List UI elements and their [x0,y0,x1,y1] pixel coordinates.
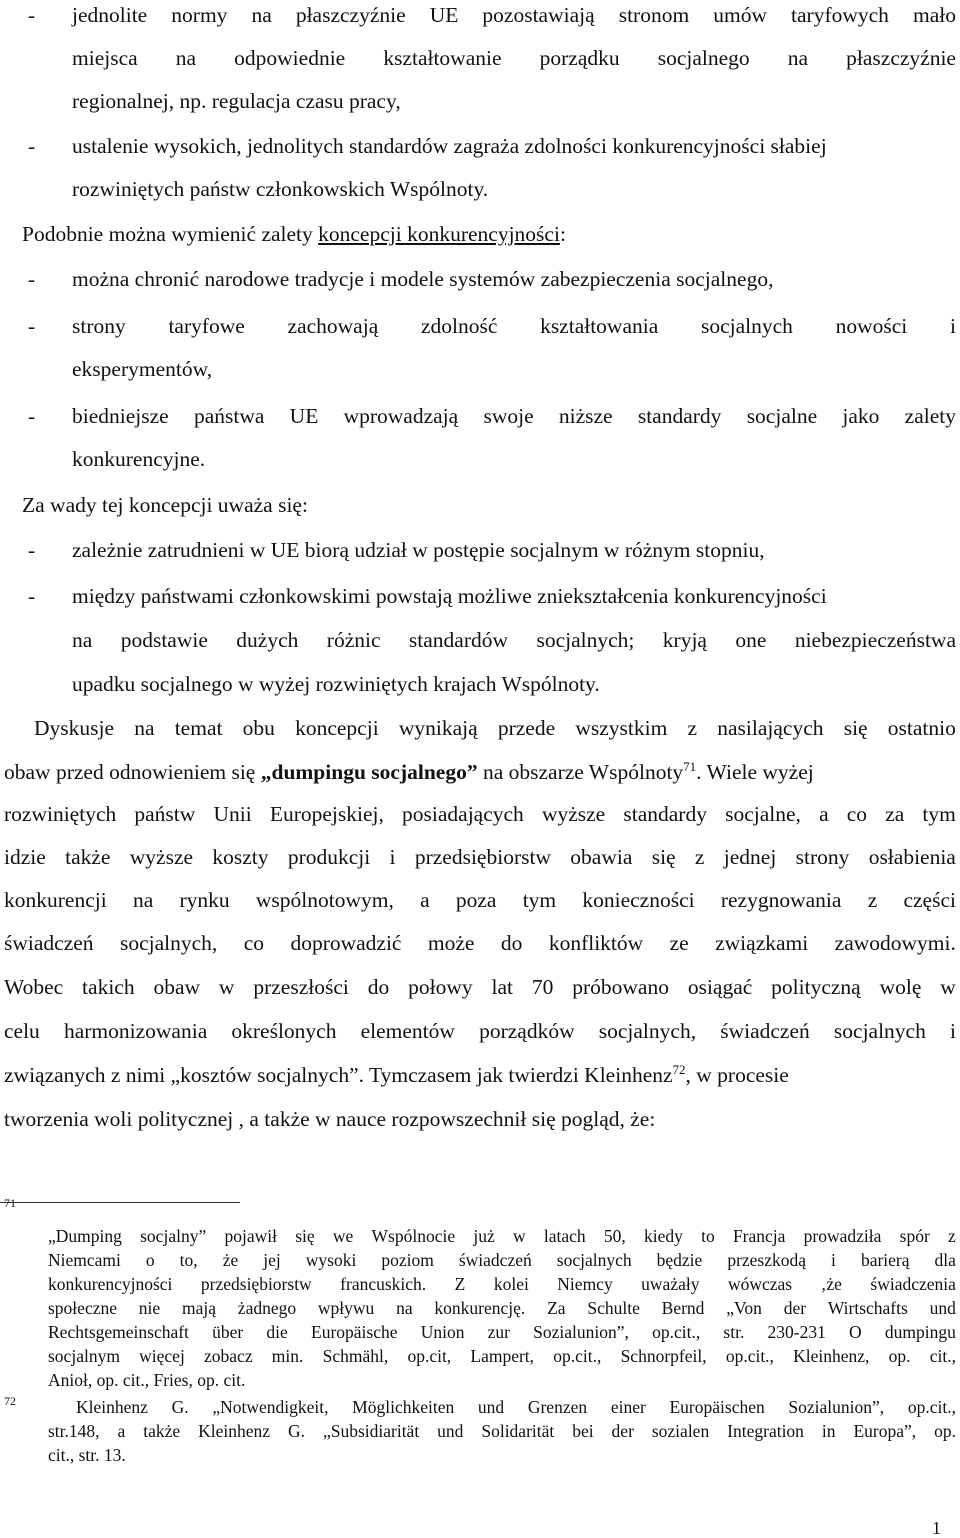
footnote-line: cit., str. 13. [48,1445,126,1465]
text-line: eksperymentów, [72,357,213,381]
word: kształtowania [540,314,659,338]
word: str. [723,1322,745,1342]
word: stronom [618,3,690,27]
word: one [735,628,767,652]
word: rynku [179,888,230,912]
word: Z [454,1274,466,1294]
word: socjalnych, [598,1019,697,1043]
word: pozostawiają [482,3,595,27]
word: niższe [558,404,613,428]
word: prowadziła [803,1226,882,1246]
footnote-line [48,1419,956,1443]
word: co [243,931,265,955]
word: umów [713,3,767,27]
word: UE [289,404,319,428]
word: określonych [231,1019,337,1043]
word: zdolność [420,314,498,338]
word: obawia [570,845,633,869]
word: na [175,46,197,70]
word: swoje [483,404,534,428]
word: der [611,1421,634,1441]
word: także [65,845,111,869]
word: Wspólnocie [371,1226,456,1246]
word: taryfowe [168,314,245,338]
word: niebezpieczeństwa [794,628,956,652]
word: idzie [4,845,46,869]
word: socjalnych; [536,628,635,652]
word: że [222,1250,239,1270]
word: Europejskiej, [269,802,384,826]
footnote-number: 72 [4,1394,16,1408]
word: różnic [326,628,381,652]
word: polityczną [771,975,861,999]
word: op.cit., [907,1397,956,1417]
word: zalety [904,404,956,428]
word: o [145,1250,155,1270]
word: kryją [662,628,707,652]
word: konkurencji [4,888,107,912]
word: Sozialunion”, [788,1397,885,1417]
word: części [903,888,956,912]
word: O [849,1322,862,1342]
word: się [651,845,676,869]
word: nie [138,1298,161,1318]
word: dużych [236,628,299,652]
word: pojawił [224,1226,277,1246]
word: doprowadzić [290,931,402,955]
word: rezygnowania [720,888,842,912]
word: koncepcji [295,716,379,740]
word: produkcji [287,845,371,869]
text-line [72,401,956,431]
word: płaszczyźnie [846,46,956,70]
word: ‚że [820,1274,842,1294]
word: przeszkodą [727,1250,807,1270]
word: z [867,888,878,912]
word: Kleinhenz [76,1397,148,1417]
word: wszystkim [575,716,668,740]
word: związkami [715,931,809,955]
word: strony [72,314,126,338]
word: Wirtschafts [827,1298,908,1318]
word: jako [842,404,880,428]
word: nowości [835,314,908,338]
word: uważały [641,1274,700,1294]
word: na [132,888,154,912]
word: socjalnego [657,46,750,70]
text-line: między państwami członkowskimi powstają możliwe zniekształcenia konkurencyjności [72,584,827,608]
word: świadczeń [4,931,94,955]
footnote-line [76,1395,956,1419]
word: Schulte [587,1298,640,1318]
word: na [396,1298,413,1318]
word: 50, [603,1226,626,1246]
footnote-line [48,1344,956,1368]
word: nasilających [717,716,824,740]
word: temat [174,716,223,740]
word: do [367,975,390,999]
word: już [473,1226,495,1246]
word: einer [610,1397,646,1417]
word: cit., [929,1346,956,1366]
word: to, [179,1250,198,1270]
word: Europäische [311,1322,398,1342]
word: dumpingu [884,1322,956,1342]
word: próbowano [572,975,669,999]
word: wolę [879,975,922,999]
word: elementów [360,1019,455,1043]
word: będzie [656,1250,703,1270]
word: socjalnych, [119,931,218,955]
word: porządku [539,46,620,70]
word: min. [271,1346,304,1366]
word: Europa”, [853,1421,917,1441]
word: Schmähl, [322,1346,389,1366]
word: i [389,845,396,869]
word: standardów [408,628,509,652]
word: Union [420,1322,465,1342]
word: wynikają [398,716,478,740]
word: „Dumping [48,1226,122,1246]
word: w [940,975,956,999]
word: się [843,716,868,740]
word: socjalnych [833,1019,926,1043]
word: barierą [860,1250,910,1270]
word: co [846,802,868,826]
text-line: regionalnej, np. regulacja czasu pracy, [72,89,401,113]
word: sozialen [651,1421,710,1441]
word: op. [888,1346,911,1366]
word: a [819,802,829,826]
word: także [143,1421,181,1441]
word: mają [181,1298,216,1318]
word: Kleinhenz [198,1421,271,1441]
text-line: można chronić narodowe tradycje i modele systemów zabezpieczenia socjalnego, [72,267,774,291]
word: latach [543,1226,586,1246]
word: socjalne [746,404,818,428]
word: państw [134,802,196,826]
word: Niemcy [557,1274,613,1294]
word: 230-231 [767,1322,826,1342]
word: G. [287,1421,305,1441]
word: celu [4,1019,40,1043]
word: wprowadzają [343,404,459,428]
word: Lampert, [470,1346,535,1366]
word: bei [572,1421,594,1441]
word: się [295,1226,315,1246]
word: und [437,1421,464,1441]
word: konfliktów [548,931,644,955]
word: z [694,845,705,869]
footnote-ref: 71 [683,758,697,774]
footnote-line [48,1224,956,1248]
word: konkurencję. [434,1298,526,1318]
word: Rechtsgemeinschaft [48,1322,189,1342]
word: w [512,1226,526,1246]
word: zobacz [204,1346,253,1366]
word: rozwiniętych [4,802,117,826]
footnote-line [48,1272,956,1296]
text-line: ustalenie wysokich, jednolitych standardów zagraża zdolności konkurencyjności słabiej [72,134,827,158]
word: wówczas [727,1274,793,1294]
word: Bernd [661,1298,705,1318]
word: und [929,1298,956,1318]
word: 70 [531,975,554,999]
word: socjalny” [140,1226,207,1246]
word: Wobec [4,975,64,999]
word: poziom [381,1250,434,1270]
word: francuskich. [340,1274,427,1294]
word: porządków [479,1019,575,1043]
footnote-line [48,1320,956,1344]
text-line: zależnie zatrudnieni w UE biorą udział w postępie socjalnym w różnym stopniu, [72,538,765,562]
word: na [134,716,155,740]
word: dla [934,1250,956,1270]
word: i [831,1250,836,1270]
word: tym [522,888,557,912]
text-line [72,0,956,30]
word: wyższe [541,802,606,826]
text-line [72,43,956,73]
word: ostatnio [887,716,956,740]
word: jej [263,1250,281,1270]
word: za [885,802,905,826]
bold-term: „dumpingu socjalnego” [260,760,478,784]
word: Francja [732,1226,786,1246]
text-line: upadku socjalnego w wyżej rozwiniętych krajach Wspólnoty. [72,672,600,696]
word: standardy [637,404,722,428]
word: über [212,1322,244,1342]
word: więcej [139,1346,185,1366]
word: poza [455,888,497,912]
word: wpływu [317,1298,375,1318]
word: Niemcami [48,1250,121,1270]
word: normy [171,3,228,27]
word: połowy [408,975,473,999]
text-line: konkurencyjne. [72,447,206,471]
word: odpowiednie [234,46,346,70]
word: „Notwendigkeit, [212,1397,329,1417]
word: a [420,888,430,912]
word: standardy [623,802,707,826]
word: wspólnotowym, [255,888,394,912]
word: lat [491,975,513,999]
word: „Von [726,1298,762,1318]
word: to [701,1226,715,1246]
word: świadczeń [458,1250,532,1270]
word: obu [242,716,275,740]
footnote-line [48,1248,956,1272]
word: na [787,46,809,70]
word: żadnego [237,1298,297,1318]
word: kiedy [643,1226,683,1246]
word: biedniejsze [72,404,169,428]
footnote-line: Anioł, op. cit., Fries, op. cit. [48,1370,246,1390]
word: w [218,975,235,999]
word: jednolite [72,3,148,27]
word: państwa [193,404,265,428]
word: świadczeń [720,1019,810,1043]
word: może [427,931,475,955]
word: Sozialunion”, [533,1322,629,1342]
word: harmonizowania [63,1019,208,1043]
word: wyższe [129,845,194,869]
word: z [948,1226,956,1246]
word: Solidarität [481,1421,555,1441]
word: Dyskusje [34,716,115,740]
word: socjalnych [700,314,793,338]
word: zur [487,1322,510,1342]
word: „Subsidiarität [322,1421,420,1441]
word: op.cit., [725,1346,774,1366]
word: osłabienia [868,845,956,869]
word: socjalnym [48,1346,120,1366]
word: koszty [212,845,269,869]
page-number: 1 [932,1518,941,1538]
word: Grenzen [527,1397,588,1417]
footnote-number: 71 [4,1196,16,1210]
word: i [949,314,956,338]
word: UE [429,3,459,27]
word: G. [171,1397,189,1417]
word: in [821,1421,836,1441]
word: taryfowych [791,3,889,27]
word: do [500,931,523,955]
word: Integration [727,1421,804,1441]
word: Möglichkeiten [352,1397,455,1417]
text-line [72,625,956,655]
word: spór [899,1226,930,1246]
word: op.cit., [652,1322,701,1342]
text-line: rozwiniętych państw członkowskich Wspólnoty. [72,177,489,201]
word: przedsiębiorstw [414,845,551,869]
word: płaszczyźnie [295,3,406,27]
word: takich [82,975,135,999]
word: und [477,1397,505,1417]
word: miejsca [72,46,138,70]
word: Schnorpfeil, [620,1346,707,1366]
word: die [266,1322,288,1342]
word: przede [497,716,556,740]
footnote-ref: 72 [672,1061,686,1077]
word: obaw [153,975,201,999]
word: świadczenia [870,1274,956,1294]
word: Unii [213,802,252,826]
word: na [251,3,272,27]
word: na [72,628,93,652]
word: konkurencyjności [48,1274,173,1294]
word: socjalnych [556,1250,632,1270]
word: op.cit., [553,1346,602,1366]
word: str.148, [48,1421,100,1441]
word: Europäischen [669,1397,765,1417]
word: der [783,1298,807,1318]
word: podstawie [120,628,208,652]
word: i [950,1019,956,1043]
word: tym [922,802,956,826]
word: op.cit, [407,1346,452,1366]
word: posiadających [402,802,524,826]
word: społeczne [48,1298,117,1318]
document-page: - jednolite normy na płaszczyźnie UE pozostawiają stronom umów taryfowych mało miejsca na odpowiednie kształtowanie porządku socjalnego na płaszczyźnie regionalnej, np. regulacja czasu pracy, - ustalenie wysokich, jednolitych standardów zagraża zdolności konkurencyjności słabiej rozwiniętych państw członkowskich Wspólnoty. Podobnie można wymienić zalety koncepcji konkurencyjności: - można chronić narodowe tradycje i modele systemów zabezpieczenia socjalnego, - strony taryfowe zachowają zdolność kształtowania socjalnych nowości i eksperymentów, - biedniejsze państwa UE wprowadzają swoje niższe standardy socjalne jako zalety konkurencyjne. Za wady tej koncepcji uważa się: - zależnie zatrudnieni w UE biorą udział w postępie socjalnym w różnym stopniu, - między państwami członkowskimi powstają możliwe zniekształcenia konkurencyjności na podstawie dużych różnic standardów socjalnych; kryją one niebezpieczeństwa upadku socjalnego w wyżej rozwiniętych krajach Wspólnoty. Dyskusje na temat obu koncepcji wynikają przede wszystkim z nasilających się ostatnio obaw przed odnowieniem się „dumpingu socjalnego” na obszarze Wspólnoty$^{71}$. Wiele wyżej rozwiniętych państw Unii Europejskiej, posiadających wyższe standardy socjalne, a co za tym idzie także wyższe koszty produkcji i przedsiębiorstw obawia się z jednej strony osłabienia konkurencji na rynku wspólnotowym, a poza tym konieczności rezygnowania z części świadczeń socjalnych, co doprowadzić może do konfliktów ze związkami zawodowymi. Wobec takich obaw w przeszłości do połowy lat 70 próbowano osiągać polityczną wolę w celu harmonizowania określonych elementów porządków socjalnych, świadczeń socjalnych i związanych z nimi „kosztów socjalnych”. Tymczasem jak twierdzi Kleinhenz$^{72}$, w procesie tworzenia woli politycznej , a także w nauce rozpowszechnił się pogląd, że: 71 „Dumping socjalny” pojawił się we Wspólnocie już w latach 50, kiedy to Francja prowadziła spór z Niemcami o to, że jej wysoki poziom świadczeń socjalnych będzie przeszkodą i barierą dla konkurencyjności przedsiębiorstw francuskich. Z kolei Niemcy uważały wówczas ‚że świadczenia społeczne nie mają żadnego wpływu na konkurencję. Za Schulte Bernd „Von der Wirtschafts und Rechtsgemeinschaft über die Europäische Union zur Sozialunion”, op.cit., str. 230-231 O dumpingu socjalnym więcej zobacz min. Schmähl, op.cit, Lampert, op.cit., Schnorpfeil, op.cit., Kleinhenz, op. cit., Anioł, op. cit., Fries, op. cit. 72 Kleinhenz G. „Notwendigkeit, Möglichkeiten und Grenzen einer Europäischen Sozialunion”, op.cit., str.148, a także Kleinhenz G. „Subsidiarität und Solidarität bei der sozialen Integration in Europa”, op. cit., str. 13. 1 [0,0,960,1537]
word: we [332,1226,354,1246]
word: ze [669,931,689,955]
word: wysoki [305,1250,357,1270]
underlined-term: koncepcji konkurencyjności [318,222,560,246]
word: strony [795,845,850,869]
footnote-line [48,1296,956,1320]
word: zawodowymi. [834,931,956,955]
word: mało [912,3,956,27]
word: osiągać [687,975,753,999]
word: zachowają [287,314,379,338]
word: kolei [493,1274,529,1294]
text-line [72,311,956,341]
word: a [117,1421,126,1441]
word: przedsiębiorstw [200,1274,312,1294]
word: konieczności [582,888,695,912]
word: op. [934,1421,956,1441]
word: kształtowanie [383,46,502,70]
word: jednej [723,845,777,869]
word: przeszłości [253,975,349,999]
word: Kleinhenz, [793,1346,870,1366]
word: z [687,716,698,740]
footnote-separator [0,1202,240,1203]
word: socjalne, [725,802,801,826]
word: Za [547,1298,566,1318]
